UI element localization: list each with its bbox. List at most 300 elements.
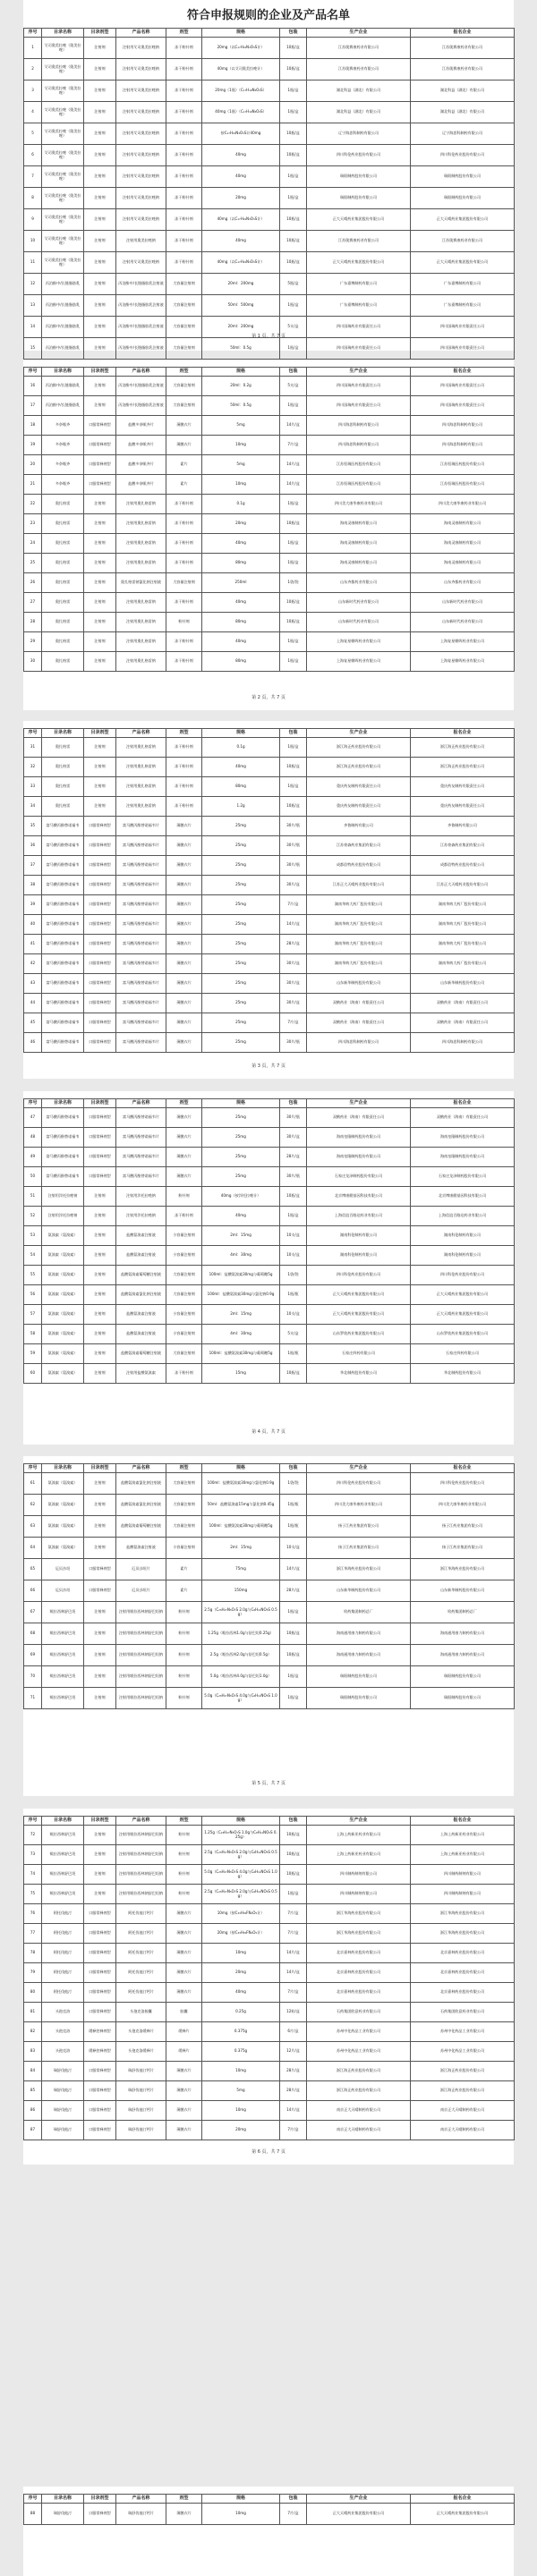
col-applicant: 海南灵康制药有限公司 [411,514,515,534]
table-row [24,935,515,954]
col-package: 30片/盒 [280,954,307,974]
table-row [24,495,515,514]
col-product-name: 富马酸丙酚替诺福韦片 [116,1033,166,1053]
table-row [24,974,515,994]
col-catalog-form: 口服常释剂型 [84,817,116,836]
col-applicant: 双鹤药业（海南）有限责任公司 [411,1108,515,1128]
col-manufacturer: 苏州中化药品工业有限公司 [307,2022,411,2042]
col-catalog-form: 注射剂 [84,231,116,252]
col-catalog-form: 注射剂 [84,274,116,295]
col-package: 30片/瓶 [280,817,307,836]
page-1 [23,0,514,351]
col-catalog-name: 氨溴索（氨溴索） [42,1538,84,1559]
col-dosage-form: 薄膜衣片 [166,1963,202,1983]
col-package: 10瓶/盒 [280,1826,307,1845]
col-spec: 50ml：500mg [202,295,280,317]
header-col-catalog-name: 目录名称 [42,1099,84,1108]
col-catalog-form: 口服常释剂型 [84,1963,116,1983]
table-row [24,145,515,166]
col-catalog-name: 注射用泮托拉唑钠 [42,1187,84,1207]
col-dosage-form: 薄膜衣片 [166,1148,202,1167]
col-seq: 72 [24,1826,42,1845]
col-manufacturer: 江苏豪森药业集团有限公司 [307,836,411,856]
col-applicant: 四川国瑞药业有限责任公司 [411,338,515,360]
col-spec: 0.1g [202,738,280,758]
col-applicant: 广东嘉博制药有限公司 [411,295,515,317]
col-applicant: 四川美大康华康药业有限公司 [411,495,515,514]
col-catalog-name: 奥扎格雷 [42,613,84,632]
col-dosage-form: 薄膜衣片 [166,1167,202,1187]
col-applicant: 湖南华纳大药厂股份有限公司 [411,954,515,974]
col-applicant: 四川科伦药业股份有限公司 [411,145,515,166]
header-col-product-name: 产品名称 [116,2495,166,2504]
col-spec: 2.5g（C₂₃H₂₇N₅O₇S 2.0g与C₈H₁₁NO₅S 0.5g） [202,1845,280,1865]
table-row [24,2101,515,2121]
col-product-name: 注射用奥扎格雷钠 [116,514,166,534]
col-product-name: 丙泊酚中/长链脂肪乳注射液 [116,338,166,360]
col-applicant: 湖北科益（湖北）有限公司 [411,80,515,102]
col-product-name: 奥扎格雷钠氯化钠注射液 [116,573,166,593]
col-seq: 31 [24,738,42,758]
col-seq: 80 [24,1983,42,2003]
col-package: 1瓶/盒 [280,777,307,797]
col-manufacturer: 瑞阳制药股份有限公司 [307,188,411,209]
col-package: 1瓶/盒 [280,1207,307,1226]
col-dosage-form: 冻干粉针剂 [166,252,202,274]
table-row [24,1559,515,1580]
col-product-name: 盐酸多奈哌齐片 [116,416,166,436]
col-manufacturer: 湖南科伦制药有限公司 [307,1226,411,1246]
col-manufacturer: 上海复星朝晖药业有限公司 [307,632,411,652]
col-manufacturer: 湖北科益（湖北）有限公司 [307,102,411,123]
header-col-seq: 序号 [24,29,42,38]
col-catalog-form: 注射剂 [84,209,116,231]
col-dosage-form: 薄膜衣片 [166,1944,202,1963]
col-dosage-form: 粉针剂 [166,1187,202,1207]
col-spec: 25mg [202,1128,280,1148]
col-applicant: 浙江海正药业股份有限公司 [411,2081,515,2101]
table-row [24,2003,515,2022]
col-applicant: 重庆药友制药有限责任公司 [411,797,515,817]
col-catalog-name: 艾司奥美拉唑（奥美拉唑） [42,38,84,59]
col-product-name: 注射用奥扎格雷钠 [116,534,166,554]
col-applicant: 上海上药新亚药业有限公司 [411,1845,515,1865]
col-applicant: 山东罗欣药业集团股份有限公司 [411,1325,515,1344]
table-row [24,295,515,317]
col-manufacturer: 瑞阳制药股份有限公司 [307,1666,411,1688]
col-spec: 100ml：盐酸氨溴索30mg与葡萄糖5g [202,1516,280,1538]
col-manufacturer: 浙江华海药业股份有限公司 [307,1924,411,1944]
table-header-row [24,368,515,377]
table-row [24,1207,515,1226]
header-col-catalog-name: 目录名称 [42,2495,84,2504]
col-catalog-form: 注射剂 [84,80,116,102]
col-spec: 15mg [202,1364,280,1384]
col-catalog-form: 注射剂 [84,1325,116,1344]
col-catalog-name: 注射用泮托拉唑钠 [42,1207,84,1226]
col-spec: 25mg [202,954,280,974]
col-manufacturer: 四川科伦药业股份有限公司 [307,1473,411,1495]
col-product-name: 盐酸氨溴索注射液 [116,1305,166,1325]
col-catalog-name: 奥扎格雷 [42,632,84,652]
col-package: 5支/盒 [280,317,307,338]
col-product-name: 注射用哌拉西林钠舒巴坦钠 [116,1885,166,1904]
col-catalog-form: 口服常释剂型 [84,2062,116,2081]
col-product-name: 丙泊酚中/长链脂肪乳注射液 [116,274,166,295]
header-col-product-name: 产品名称 [116,29,166,38]
col-seq: 65 [24,1559,42,1580]
col-seq: 85 [24,2081,42,2101]
header-col-seq: 序号 [24,729,42,738]
col-catalog-form: 口服常释剂型 [84,856,116,876]
col-spec: 40mg [202,632,280,652]
col-catalog-name: 富马酸丙酚替诺福韦 [42,1148,84,1167]
header-col-applicant: 报名企业 [411,29,515,38]
col-spec: 40mg（以C₁₇H₁₉N₃O₃S计） [202,252,280,274]
col-catalog-name: 瑞舒伐他汀 [42,2121,84,2140]
col-seq: 12 [24,274,42,295]
table-row [24,2121,515,2140]
col-catalog-name: 多奈哌齐 [42,436,84,455]
col-catalog-name: 艾司奥美拉唑（奥美拉唑） [42,166,84,188]
col-applicant: 瑞阳制药股份有限公司 [411,1688,515,1709]
col-package: 14片/盒 [280,1963,307,1983]
table-row [24,1865,515,1885]
col-dosage-form: 粉针剂 [166,1845,202,1865]
col-package: 1瓶/盒 [280,632,307,652]
col-package: 1瓶/盒 [280,495,307,514]
col-seq: 19 [24,436,42,455]
col-spec: 2.5g（C₂₃H₂₇N₅O₇S 2.0g与C₈H₁₁NO₅S 0.5g） [202,1602,280,1623]
col-catalog-name: 阿托伐他汀 [42,1924,84,1944]
col-package: 14片/盒 [280,915,307,935]
col-manufacturer: 江苏正大天晴药业股份有限公司 [307,876,411,895]
col-applicant: 江苏正大天晴药业股份有限公司 [411,876,515,895]
col-package: 14片/盒 [280,416,307,436]
col-product-name: 注射用哌拉西林钠舒巴坦钠 [116,1688,166,1709]
col-manufacturer: 山东罗欣药业集团股份有限公司 [307,1325,411,1344]
col-package: 1瓶/瓶 [280,1516,307,1538]
col-applicant: 石药集团欧意药业有限公司 [411,2003,515,2022]
col-catalog-name: 丙泊酚中/长链脂肪乳 [42,274,84,295]
col-package: 1瓶/盒 [280,554,307,573]
col-catalog-form: 注射剂 [84,1865,116,1885]
col-catalog-form: 注射剂 [84,59,116,80]
header-col-seq: 序号 [24,1817,42,1826]
col-catalog-form: 口服常释剂型 [84,836,116,856]
col-product-name: 注射用哌拉西林钠舒巴坦钠 [116,1845,166,1865]
table-row [24,1666,515,1688]
col-spec: 0.1g [202,495,280,514]
col-catalog-form: 注射剂 [84,1305,116,1325]
col-seq: 83 [24,2042,42,2062]
header-col-manufacturer: 生产企业 [307,1464,411,1473]
col-seq: 13 [24,295,42,317]
col-seq: 7 [24,166,42,188]
table-row [24,231,515,252]
col-catalog-form: 注射剂 [84,1207,116,1226]
product-table [23,1463,515,1709]
table-row [24,166,515,188]
col-dosage-form: 粉针剂 [166,1602,202,1623]
header-col-applicant: 报名企业 [411,729,515,738]
col-product-name: 注射用艾司奥美拉唑钠 [116,188,166,209]
col-applicant: 湖南科伦制药有限公司 [411,1246,515,1266]
col-package: 10瓶/盒 [280,1364,307,1384]
col-seq: 9 [24,209,42,231]
table-header-row [24,729,515,738]
col-spec: 2ml：15mg [202,1538,280,1559]
table-row [24,876,515,895]
col-package: 28片/盒 [280,935,307,954]
col-catalog-name: 氨溴索（氨溴索） [42,1305,84,1325]
col-applicant: 四川国瑞药业有限责任公司 [411,377,515,396]
col-catalog-name: 艾司奥美拉唑（奥美拉唑） [42,59,84,80]
table-row [24,1826,515,1845]
col-package: 14片/盒 [280,475,307,495]
col-spec: 40mg [202,1983,280,2003]
header-col-spec: 规格 [202,2495,280,2504]
col-dosage-form: 粉针剂 [166,1645,202,1666]
col-catalog-form: 口服常释剂型 [84,1559,116,1580]
table-row [24,554,515,573]
col-manufacturer: 齐鲁制药有限公司 [307,817,411,836]
table-row [24,514,515,534]
col-catalog-name: 瑞舒伐他汀 [42,2504,84,2525]
col-catalog-form: 口服常释剂型 [84,994,116,1013]
col-product-name: 厄贝沙坦片 [116,1580,166,1602]
col-manufacturer: 双鹤药业（海南）有限责任公司 [307,1013,411,1033]
col-manufacturer: 海南通用康力制药有限公司 [307,1645,411,1666]
col-manufacturer: 扬子江药业集团有限公司 [307,1516,411,1538]
col-seq: 82 [24,2022,42,2042]
col-spec: 250ml [202,573,280,593]
col-seq: 58 [24,1325,42,1344]
col-catalog-form: 注射剂 [84,514,116,534]
col-package: 7片/盒 [280,436,307,455]
table-header-row [24,2495,515,2504]
col-applicant: 正大天晴药业集团股份有限公司 [411,209,515,231]
col-product-name: 注射用奥扎格雷钠 [116,613,166,632]
col-catalog-form: 注射剂 [84,652,116,672]
col-package: 1瓶/盒 [280,1666,307,1688]
col-catalog-name: 丙泊酚中/长链脂肪乳 [42,317,84,338]
col-catalog-name: 艾司奥美拉唑（奥美拉唑） [42,231,84,252]
col-product-name: 注射用奥扎格雷钠 [116,554,166,573]
col-applicant: 山东新时代药业有限公司 [411,613,515,632]
table-row [24,1904,515,1924]
col-seq: 5 [24,123,42,145]
col-catalog-name: 丙泊酚中/长链脂肪乳 [42,295,84,317]
col-spec: 2.5g（C₂₃H₂₇N₅O₇S 2.0g与C₈H₁₁NO₅S 0.5g） [202,1885,280,1904]
col-dosage-form: 薄膜衣片 [166,436,202,455]
col-spec: 5.0g（C₂₃H₂₇N₅O₇S 4.0g与C₈H₁₁NO₅S 1.0g） [202,1865,280,1885]
col-seq: 18 [24,416,42,436]
col-dosage-form: 胶囊 [166,2003,202,2022]
col-seq: 53 [24,1226,42,1246]
col-product-name: 瑞舒伐他汀钙片 [116,2504,166,2525]
col-catalog-form: 口服常释剂型 [84,1128,116,1148]
col-product-name: 注射用奥扎格雷钠 [116,632,166,652]
col-applicant: 江苏奥赛康药业有限公司 [411,59,515,80]
col-manufacturer: 山东新华制药股份有限公司 [307,974,411,994]
col-catalog-form: 注射剂 [84,797,116,817]
col-manufacturer: 四川科伦药业股份有限公司 [307,145,411,166]
col-package: 1瓶/盒 [280,80,307,102]
col-dosage-form: 小容量注射剂 [166,1538,202,1559]
col-package: 10瓶/盒 [280,758,307,777]
col-product-name: 盐酸氨溴索葡萄糖注射液 [116,1344,166,1364]
col-manufacturer: 浙江华海药业股份有限公司 [307,1904,411,1924]
col-catalog-name: 哌拉西林舒巴坦 [42,1885,84,1904]
col-seq: 2 [24,59,42,80]
col-catalog-form: 口服常释剂型 [84,1580,116,1602]
col-package: 30片/瓶 [280,856,307,876]
col-applicant: 辽宁海思科制药有限公司 [411,123,515,145]
table-row [24,758,515,777]
col-package: 6片/盒 [280,2022,307,2042]
col-package: 1袋/袋 [280,573,307,593]
col-catalog-name: 艾司奥美拉唑（奥美拉唑） [42,80,84,102]
page-6 [23,1809,514,2165]
col-manufacturer: 重庆药友制药有限责任公司 [307,797,411,817]
col-package: 7片/盒 [280,1983,307,2003]
col-package: 10支/盒 [280,1538,307,1559]
col-applicant: 四川国瑞药业有限责任公司 [411,396,515,416]
col-seq: 39 [24,895,42,915]
col-dosage-form: 薄膜衣片 [166,1033,202,1053]
col-seq: 14 [24,317,42,338]
col-catalog-name: 氨溴索（氨溴索） [42,1473,84,1495]
col-dosage-form: 冻干粉针剂 [166,123,202,145]
col-catalog-name: 多奈哌齐 [42,416,84,436]
col-product-name: 盐酸氨溴索葡萄糖注射液 [116,1516,166,1538]
col-package: 10瓶/盒 [280,252,307,274]
col-manufacturer: 江苏恒瑞医药股份有限公司 [307,455,411,475]
col-applicant: 上海复星朝晖药业有限公司 [411,632,515,652]
col-spec: 1.25g（C₂₃H₂₇N₅O₇S 1.0g与C₈H₁₁NO₅S 0.25g） [202,1826,280,1845]
col-applicant: 山东新时代药业有限公司 [411,593,515,613]
col-seq: 28 [24,613,42,632]
col-catalog-name: 瑞舒伐他汀 [42,2081,84,2101]
col-seq: 37 [24,856,42,876]
col-catalog-form: 注射剂 [84,1645,116,1666]
header-col-applicant: 报名企业 [411,2495,515,2504]
col-applicant: 苏州中化药品工业有限公司 [411,2042,515,2062]
header-col-product-name: 产品名称 [116,368,166,377]
col-applicant: 华北制药股份有限公司 [411,1364,515,1384]
col-package: 10瓶/盒 [280,593,307,613]
col-spec: 10mg [202,2062,280,2081]
col-seq: 49 [24,1148,42,1167]
table-row [24,1013,515,1033]
header-col-package: 包装 [280,1099,307,1108]
product-table [23,728,515,1053]
col-dosage-form: 粉针剂 [166,1666,202,1688]
col-catalog-name: 丙泊酚中/长链脂肪乳 [42,396,84,416]
col-seq: 8 [24,188,42,209]
col-applicant: 湖南科伦制药有限公司 [411,1226,515,1246]
col-applicant: 北京嘉林药业股份有限公司 [411,1944,515,1963]
col-seq: 47 [24,1108,42,1128]
col-catalog-name: 哌拉西林舒巴坦 [42,1865,84,1885]
col-seq: 23 [24,514,42,534]
col-package: 10瓶/盒 [280,613,307,632]
col-dosage-form: 大容量注射剂 [166,1495,202,1516]
col-spec: 1.25g（哌拉西林1.0g与舒巴坦0.25g） [202,1623,280,1645]
table-row [24,1108,515,1128]
col-manufacturer: 扬子江药业集团有限公司 [307,1538,411,1559]
col-applicant: 南京正大天晴制药有限公司 [411,2121,515,2140]
col-spec: 40mg（以艾司奥美拉唑计） [202,59,280,80]
table-row [24,475,515,495]
table-row [24,102,515,123]
col-dosage-form: 缓释片 [166,2022,202,2042]
col-package: 10瓶/盒 [280,59,307,80]
col-manufacturer: 四川国瑞药业有限责任公司 [307,338,411,360]
col-manufacturer: 山东新时代药业有限公司 [307,593,411,613]
table-row [24,2504,515,2525]
col-catalog-name: 阿托伐他汀 [42,1963,84,1983]
table-row [24,1924,515,1944]
col-package: 1瓶/盒 [280,738,307,758]
col-applicant: 石家庄四药有限公司 [411,1344,515,1364]
col-spec: 5.0g（C₂₃H₂₇N₅O₇S 4.0g与C₈H₁₁NO₅S 1.0g） [202,1688,280,1709]
col-catalog-form: 缓释控释剂型 [84,2042,116,2062]
col-dosage-form: 薄膜衣片 [166,416,202,436]
header-col-manufacturer: 生产企业 [307,368,411,377]
col-applicant: 四川科伦药业股份有限公司 [411,1266,515,1285]
col-package: 10支/盒 [280,1226,307,1246]
col-manufacturer: 海南皇隆制药股份有限公司 [307,1128,411,1148]
col-spec: 40mg [202,166,280,188]
table-row [24,817,515,836]
col-package: 1瓶/盒 [280,1885,307,1904]
col-package: 7片/盒 [280,1013,307,1033]
col-applicant: 四川国瑞药业有限责任公司 [411,317,515,338]
col-catalog-form: 注射剂 [84,1688,116,1709]
table-row [24,895,515,915]
col-spec: 0.375g [202,2022,280,2042]
col-seq: 50 [24,1167,42,1187]
col-product-name: 注射用哌拉西林钠舒巴坦钠 [116,1865,166,1885]
page-4 [23,1091,514,1445]
col-spec: 25mg [202,1033,280,1053]
table-row [24,1033,515,1053]
col-seq: 4 [24,102,42,123]
col-applicant: 正大天晴药业集团股份有限公司 [411,1285,515,1305]
header-col-spec: 规格 [202,1099,280,1108]
col-package: 30片/瓶 [280,1033,307,1053]
col-catalog-form: 注射剂 [84,1538,116,1559]
col-package: 10瓶/盒 [280,1845,307,1865]
col-catalog-name: 氨溴索（氨溴索） [42,1226,84,1246]
col-product-name: 注射用哌拉西林钠舒巴坦钠 [116,1623,166,1645]
col-seq: 20 [24,455,42,475]
col-manufacturer: 北京嘉林药业股份有限公司 [307,1963,411,1983]
col-seq: 84 [24,2062,42,2081]
col-dosage-form: 粉针剂 [166,1865,202,1885]
col-catalog-form: 注射剂 [84,1285,116,1305]
col-catalog-form: 注射剂 [84,1187,116,1207]
col-package: 10瓶/盒 [280,1623,307,1645]
col-manufacturer: 石家庄四药有限公司 [307,1344,411,1364]
table-row [24,1305,515,1325]
table-row [24,1580,515,1602]
table-row [24,613,515,632]
col-manufacturer: 山东齐都药业有限公司 [307,573,411,593]
col-catalog-form: 口服常释剂型 [84,1944,116,1963]
